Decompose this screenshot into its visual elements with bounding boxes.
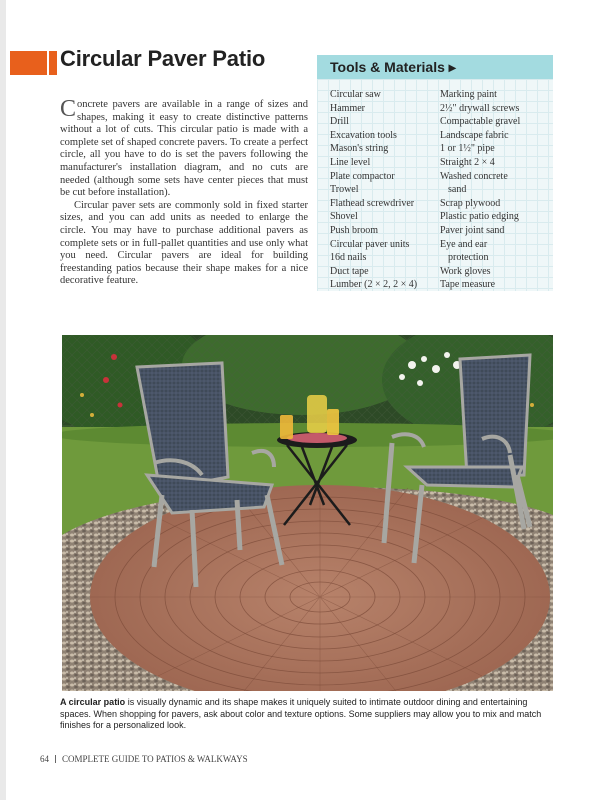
- tools-column-2: [440, 88, 552, 292]
- material-item: Straight 2 × 4: [440, 156, 495, 168]
- title-accent-bar: [10, 51, 47, 75]
- tool-item: Drill: [330, 116, 349, 128]
- tools-header: [317, 55, 553, 79]
- paragraph-1-text: oncrete pavers are available in a range of sizes and shapes, making it easy to create distinctive patterns without a lot of cuts. This circular patio is made with a complete set of shaped concrete pavers. To create a perfect circle, all you have to do is set the pavers following the manufacturer's installation diagram, and no cuts are needed (although some sets have center pieces that must be cut before installation).: [60, 99, 308, 199]
- tool-item: Excavation tools: [330, 129, 397, 141]
- material-item: Tape measure: [440, 279, 496, 291]
- tools-header-label: Tools & Materials: [330, 59, 445, 75]
- material-item-continued: sand: [448, 184, 467, 196]
- tool-item: Push broom: [330, 224, 379, 236]
- material-item: 2½" drywall screws: [440, 102, 520, 114]
- material-item: Landscape fabric: [440, 129, 509, 141]
- tool-item: Hammer: [330, 102, 365, 114]
- tool-item: Lumber (2 × 2, 2 × 4): [330, 279, 418, 291]
- material-item-continued: protection: [448, 252, 489, 264]
- tool-item: Trowel: [330, 184, 359, 196]
- material-item: Marking paint: [440, 89, 497, 100]
- arrow-right-icon: ▸: [448, 59, 456, 75]
- page-title: Circular Paver Patio: [60, 46, 266, 71]
- material-item: Washed concrete: [440, 170, 508, 182]
- tool-item: Line level: [330, 156, 371, 168]
- body-text: [60, 96, 308, 288]
- page-edge: [0, 0, 6, 800]
- paragraph-1: [60, 96, 308, 200]
- material-item: Scrap plywood: [440, 197, 501, 209]
- caption-text: is visually dynamic and its shape makes it uniquely suited to intimate outdoor dining and entertaining spaces. When shopping for pavers, ask about color and texture options. Some suppliers may allow you to mix and match finishes for a personalized look.: [60, 697, 542, 731]
- page-footer: [40, 754, 248, 764]
- paragraph-2: Circular paver sets are commonly sold in fixed starter sizes, and you can add units as needed to enlarge the circle. You may have to purchase additional pavers as complete sets or in full-pallet quantities and use only what you need. Circular pavers are ideal for building freestanding patios because their shape makes for a nice decorative feature.: [60, 199, 308, 287]
- material-item: Eye and ear: [440, 238, 488, 250]
- tool-item: Shovel: [330, 211, 358, 223]
- material-item: Plastic patio edging: [440, 211, 519, 223]
- photo-caption: [60, 697, 552, 732]
- footer-separator: [55, 755, 56, 763]
- caption-lead: A circular patio: [60, 697, 126, 707]
- patio-photo-illustration: [62, 335, 553, 691]
- tool-item: Mason's string: [330, 143, 389, 155]
- book-title: COMPLETE GUIDE TO PATIOS & WALKWAYS: [62, 754, 248, 764]
- page-number: 64: [40, 754, 49, 764]
- tool-item: Circular paver units: [330, 238, 410, 250]
- tool-item: Duct tape: [330, 265, 369, 277]
- tool-item: Plate compactor: [330, 170, 395, 182]
- tool-item: Circular saw: [330, 89, 381, 100]
- material-item: 1 or 1½" pipe: [440, 143, 495, 155]
- material-item: Paver joint sand: [440, 224, 505, 236]
- patio-photo: [62, 335, 553, 691]
- title-accent-bar-small: [49, 51, 57, 75]
- tools-column-1: [330, 88, 438, 292]
- material-item: Work gloves: [440, 265, 491, 277]
- material-item: Compactable gravel: [440, 116, 521, 128]
- tool-item: Flathead screwdriver: [330, 197, 415, 209]
- tool-item: 16d nails: [330, 252, 367, 264]
- dropcap: C: [60, 96, 77, 122]
